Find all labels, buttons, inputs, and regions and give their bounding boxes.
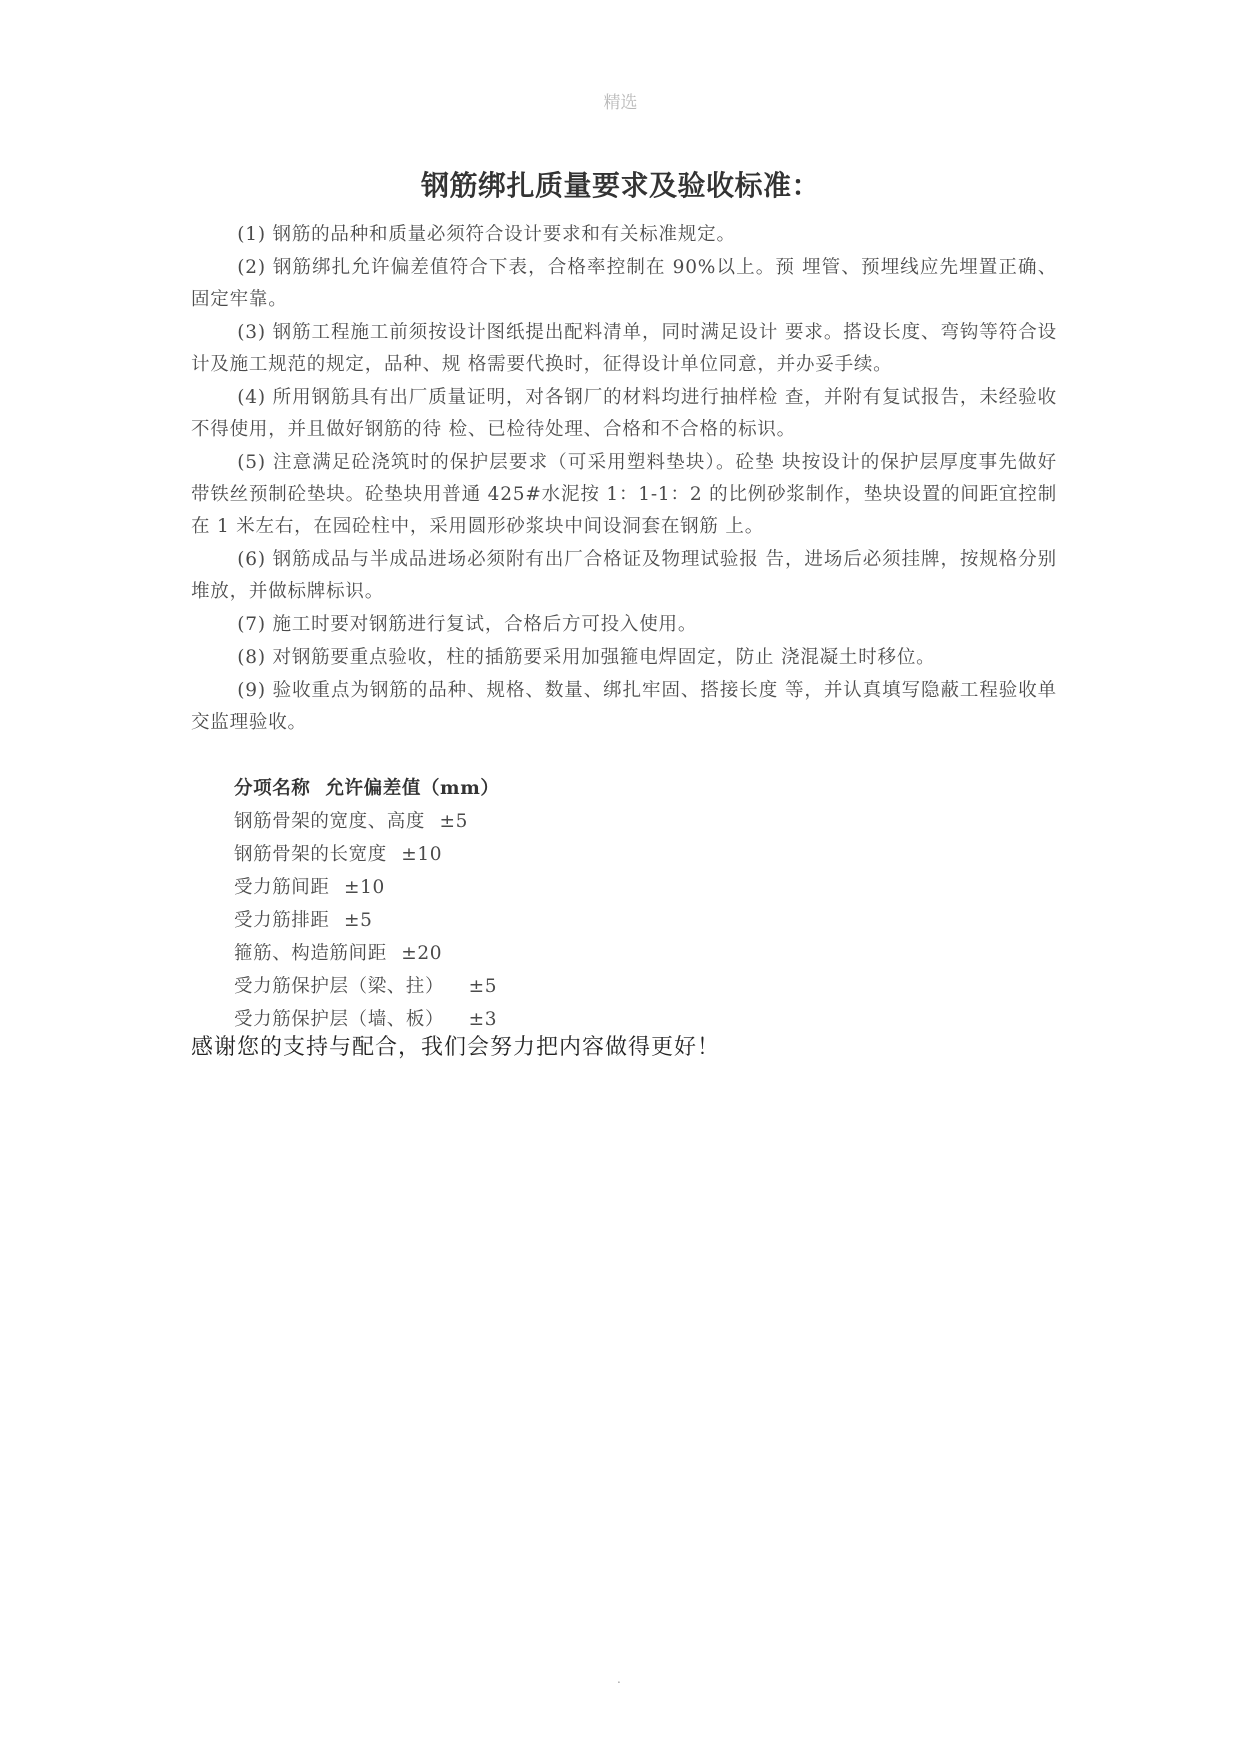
requirement-paragraph-5: (5) 注意满足砼浇筑时的保护层要求（可采用塑料垫块）。砼垫 块按设计的保护层厚度事先做好带铁丝预制砼垫块。砼垫块用普通 425#水泥按 1：1-1：2 的比例砂浆制作，垫块设置的间距宜控制 在 1 米左右，在园砼柱中，采用圆形砂浆块中间设洞套在钢筋 上。: [191, 452, 1057, 537]
requirement-paragraph-4: (4) 所用钢筋具有出厂质量证明，对各钢厂的材料均进行抽样检 查，并附有复试报告，未经验收不得使用，并且做好钢筋的待 检、已检待处理、合格和不合格的标识。: [191, 387, 1057, 440]
requirement-paragraph-2: (2) 钢筋绑扎允许偏差值符合下表，合格率控制在 90%以上。预 埋管、预埋线应先埋置正确、固定牢靠。: [191, 257, 1057, 310]
row-tolerance-value: ±10: [401, 844, 443, 865]
header-tolerance-value: 允许偏差值（mm）: [325, 778, 500, 799]
closing-thanks: 感谢您的支持与配合，我们会努力把内容做得更好！: [191, 1035, 721, 1060]
row-tolerance-value: ±5: [468, 976, 498, 997]
row-item-name: 箍筋、构造筋间距: [234, 943, 387, 964]
page-header-mark: 精选: [603, 93, 638, 113]
row-item-name: 钢筋骨架的长宽度: [234, 844, 387, 865]
row-tolerance-value: ±3: [468, 1009, 498, 1030]
tolerance-table: [234, 772, 834, 1036]
row-tolerance-value: ±20: [401, 943, 443, 964]
row-item-name: 受力筋保护层（墙、板）: [234, 1009, 445, 1030]
row-tolerance-value: ±5: [344, 910, 373, 931]
requirement-paragraph-6: (6) 钢筋成品与半成品进场必须附有出厂合格证及物理试验报 告，进场后必须挂牌，按规格分别堆放，并做标牌标识。: [191, 549, 1057, 602]
tolerance-table-header: [234, 772, 834, 805]
requirement-paragraph-1: (1) 钢筋的品种和质量必须符合设计要求和有关标准规定。: [237, 224, 736, 245]
row-item-name: 受力筋间距: [234, 877, 330, 898]
row-tolerance-value: ±10: [344, 877, 385, 898]
requirement-paragraph-9: (9) 验收重点为钢筋的品种、规格、数量、绑扎牢固、搭接长度 等，并认真填写隐蔽工程验收单交监理验收。: [191, 680, 1057, 733]
requirement-paragraph-7: (7) 施工时要对钢筋进行复试，合格后方可投入使用。: [237, 614, 698, 635]
row-item-name: 钢筋骨架的宽度、高度: [234, 811, 426, 832]
header-item-name: 分项名称: [234, 778, 311, 799]
row-tolerance-value: ±5: [439, 811, 468, 832]
table-row: [234, 904, 834, 937]
table-row: [234, 838, 834, 871]
row-item-name: 受力筋保护层（梁、拄）: [234, 976, 445, 997]
table-row: [234, 871, 834, 904]
requirement-paragraph-3: (3) 钢筋工程施工前须按设计图纸提出配料清单，同时满足设计 要求。搭设长度、弯钩等符合设计及施工规范的规定，品种、规 格需要代换时，征得设计单位同意，并办妥手续。: [191, 322, 1057, 375]
requirement-paragraph-8: (8) 对钢筋要重点验收，柱的插筋要采用加强箍电焊固定，防止 浇混凝土时移位。: [237, 647, 936, 668]
table-row: [234, 805, 834, 838]
row-item-name: 受力筋排距: [234, 910, 330, 931]
document-title: 钢筋绑扎质量要求及验收标准：: [420, 169, 820, 202]
table-row: [234, 937, 834, 970]
table-row: [234, 970, 834, 1003]
page-footer-mark: .: [617, 1672, 621, 1686]
requirements-body: [191, 219, 1057, 740]
